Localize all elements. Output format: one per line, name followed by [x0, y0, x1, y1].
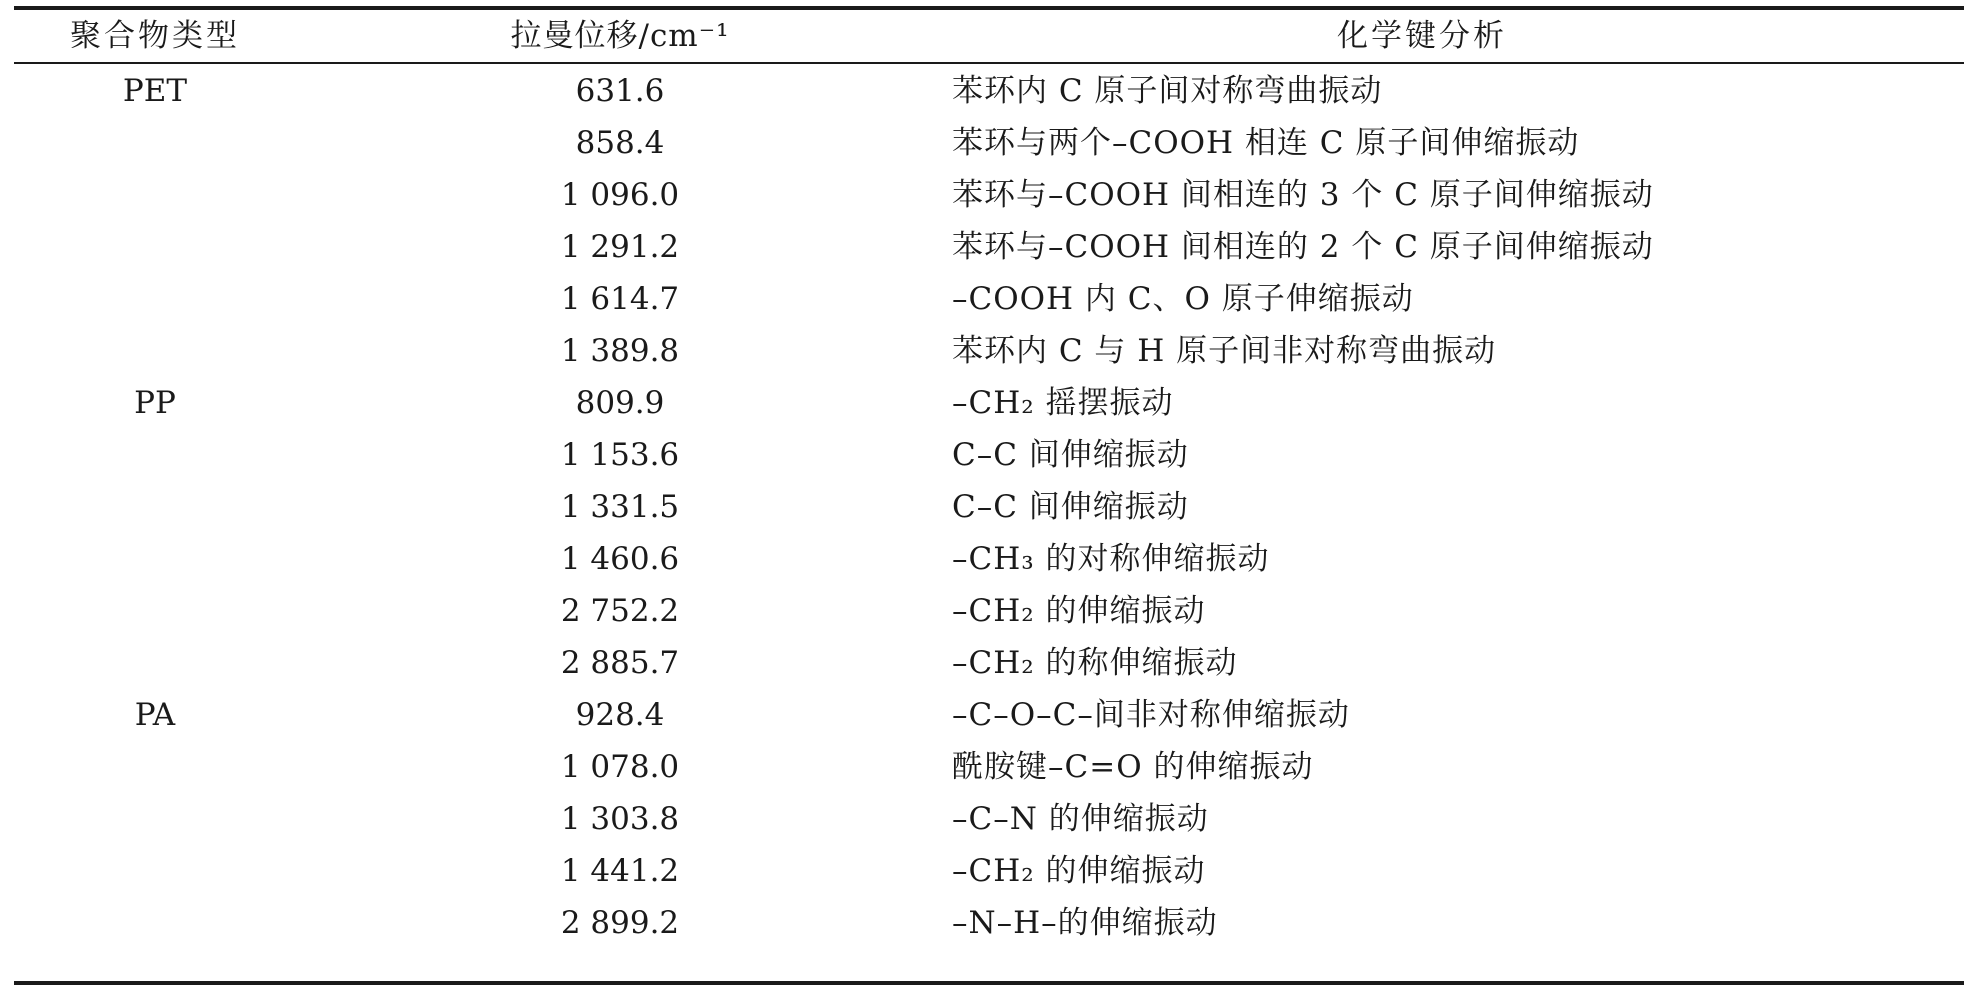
cell-bond-analysis: –C–N 的伸缩振动: [952, 801, 1209, 837]
table-bottom-rule: [14, 981, 1964, 985]
cell-raman-shift: 2 899.2: [560, 905, 680, 941]
cell-polymer-type: [40, 481, 270, 533]
cell-polymer-type: [40, 533, 270, 585]
cell-polymer-type: PP: [134, 385, 176, 421]
cell-polymer-type: [40, 897, 270, 949]
cell-polymer-type: [40, 273, 270, 325]
table-row: [0, 741, 1978, 793]
table-row: [0, 689, 1978, 741]
cell-bond-analysis: –C–O–C–间非对称伸缩振动: [952, 697, 1350, 733]
table-row: [0, 221, 1978, 273]
cell-bond-analysis: 苯环与–COOH 间相连的 3 个 C 原子间伸缩振动: [952, 177, 1654, 213]
cell-polymer-type: [40, 845, 270, 897]
cell-bond-analysis: C–C 间伸缩振动: [952, 437, 1189, 473]
cell-bond-analysis: 苯环内 C 原子间对称弯曲振动: [952, 73, 1383, 109]
cell-bond-analysis: 酰胺键–C=O 的伸缩振动: [952, 749, 1314, 785]
header-bond-analysis: 化学键分析: [1337, 18, 1507, 54]
cell-bond-analysis: C–C 间伸缩振动: [952, 489, 1189, 525]
table-row: [0, 169, 1978, 221]
cell-raman-shift: 858.4: [575, 125, 665, 161]
cell-raman-shift: 809.9: [575, 385, 665, 421]
table-row: [0, 533, 1978, 585]
cell-raman-shift: 928.4: [575, 697, 665, 733]
cell-raman-shift: 2 752.2: [560, 593, 680, 629]
cell-bond-analysis: 苯环内 C 与 H 原子间非对称弯曲振动: [952, 333, 1497, 369]
cell-bond-analysis: 苯环与两个–COOH 相连 C 原子间伸缩振动: [952, 125, 1580, 161]
table-row: [0, 793, 1978, 845]
cell-raman-shift: 1 460.6: [560, 541, 680, 577]
cell-raman-shift: 1 096.0: [560, 177, 680, 213]
cell-polymer-type: PA: [134, 697, 176, 733]
cell-polymer-type: [40, 117, 270, 169]
cell-bond-analysis: –CH₂ 摇摆振动: [952, 385, 1174, 421]
cell-polymer-type: [40, 325, 270, 377]
cell-bond-analysis: 苯环与–COOH 间相连的 2 个 C 原子间伸缩振动: [952, 229, 1654, 265]
cell-bond-analysis: –CH₂ 的伸缩振动: [952, 593, 1206, 629]
cell-polymer-type: [40, 221, 270, 273]
cell-raman-shift: 1 303.8: [560, 801, 680, 837]
table-row: [0, 481, 1978, 533]
cell-raman-shift: 1 441.2: [560, 853, 680, 889]
table-row: [0, 585, 1978, 637]
cell-polymer-type: [40, 637, 270, 689]
cell-bond-analysis: –COOH 内 C、O 原子伸缩振动: [952, 281, 1414, 317]
header-raman-shift: 拉曼位移/cm⁻¹: [510, 18, 730, 54]
table-row: [0, 897, 1978, 949]
cell-polymer-type: [40, 585, 270, 637]
cell-raman-shift: 2 885.7: [560, 645, 680, 681]
table-header-rule: [14, 62, 1964, 64]
cell-polymer-type: [40, 793, 270, 845]
cell-raman-shift: 1 291.2: [560, 229, 680, 265]
cell-raman-shift: 1 331.5: [560, 489, 680, 525]
table-row: [0, 325, 1978, 377]
table-row: [0, 845, 1978, 897]
table-row: [0, 117, 1978, 169]
cell-polymer-type: [40, 429, 270, 481]
cell-polymer-type: [40, 169, 270, 221]
table-row: [0, 429, 1978, 481]
table-header-row: [0, 10, 1978, 62]
cell-raman-shift: 1 614.7: [560, 281, 680, 317]
cell-bond-analysis: –N–H–的伸缩振动: [952, 905, 1218, 941]
cell-polymer-type: [40, 741, 270, 793]
table-row: [0, 637, 1978, 689]
cell-raman-shift: 1 389.8: [560, 333, 680, 369]
cell-bond-analysis: –CH₂ 的称伸缩振动: [952, 645, 1238, 681]
cell-bond-analysis: –CH₃ 的对称伸缩振动: [952, 541, 1270, 577]
cell-raman-shift: 1 078.0: [560, 749, 680, 785]
cell-raman-shift: 1 153.6: [560, 437, 680, 473]
table-row: [0, 377, 1978, 429]
cell-raman-shift: 631.6: [575, 73, 665, 109]
header-polymer-type: 聚合物类型: [70, 18, 240, 54]
table-row: [0, 65, 1978, 117]
table-row: [0, 273, 1978, 325]
cell-polymer-type: PET: [122, 73, 188, 109]
cell-bond-analysis: –CH₂ 的伸缩振动: [952, 853, 1206, 889]
